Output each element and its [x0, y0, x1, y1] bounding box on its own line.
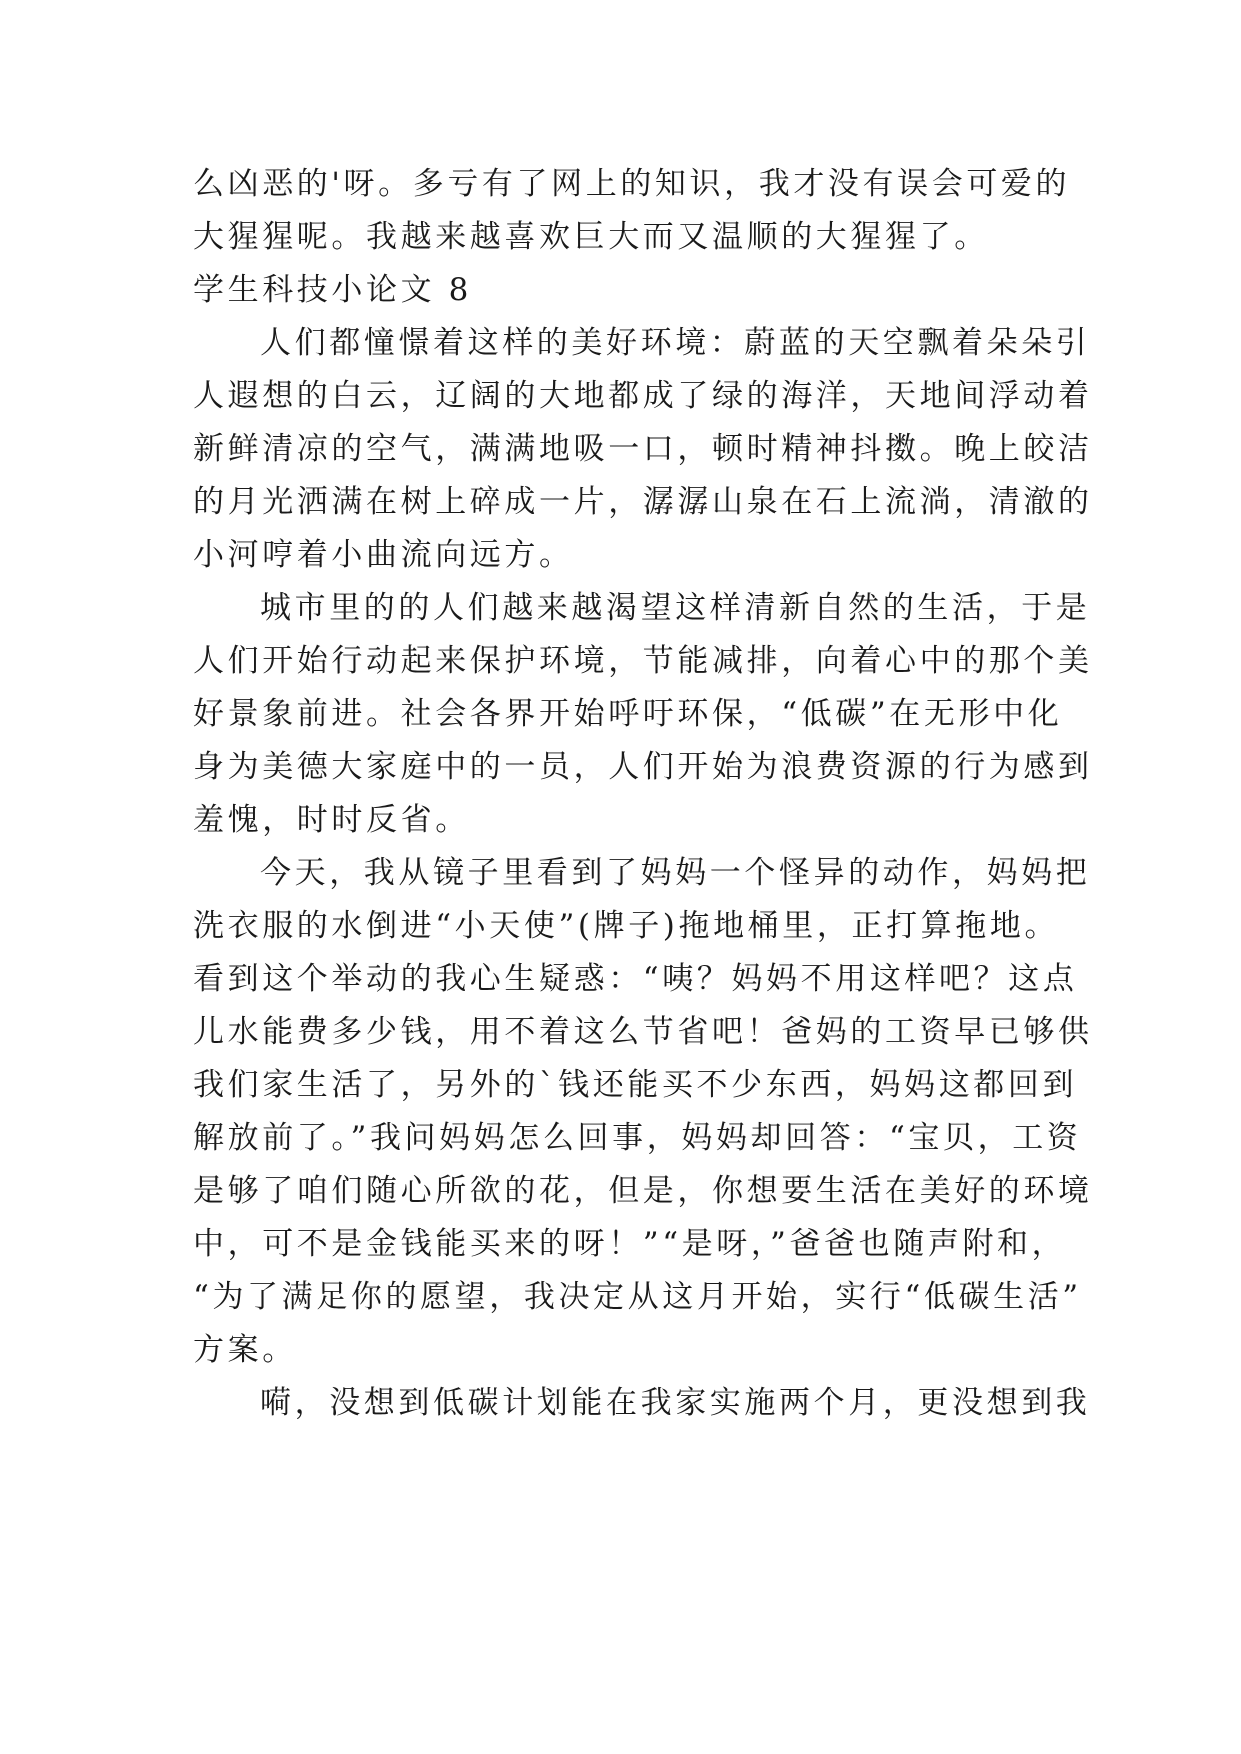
paragraph-start-line: 城市里的的人们越来越渴望这样清新自然的生活，于是 — [260, 590, 1091, 626]
text-line: 好景象前进。社会各界开始呼吁环保，“低碳”在无形中化 — [193, 696, 1063, 732]
text-line: 的月光洒满在树上碎成一片，潺潺山泉在石上流淌，清澈的 — [193, 484, 1093, 520]
text-line: 身为美德大家庭中的一员，人们开始为浪费资源的行为感到 — [193, 749, 1093, 785]
paragraph-start-line: 今天，我从镜子里看到了妈妈一个怪异的动作，妈妈把 — [260, 855, 1091, 891]
text-line: 方案。 — [193, 1332, 297, 1368]
text-line: 看到这个举动的我心生疑惑：“咦？妈妈不用这样吧？这点 — [193, 961, 1078, 997]
text-line: 人们开始行动起来保护环境，节能减排，向着心中的那个美 — [193, 643, 1093, 679]
text-line: 么凶恶的'呀。多亏有了网上的知识，我才没有误会可爱的 — [193, 166, 1071, 202]
paragraph-start-line: 人们都憧憬着这样的美好环境：蔚蓝的天空飘着朵朵引 — [260, 325, 1091, 361]
text-line: 小河哼着小曲流向远方。 — [193, 537, 574, 573]
text-line: 我们家生活了，另外的`钱还能买不少东西，妈妈这都回到 — [193, 1067, 1078, 1103]
text-line: 新鲜清凉的空气，满满地吸一口，顿时精神抖擞。晚上皎洁 — [193, 431, 1093, 467]
paragraph-start-line: 嗬，没想到低碳计划能在我家实施两个月，更没想到我 — [260, 1385, 1091, 1421]
text-line: 中，可不是金钱能买来的呀！”“是呀，”爸爸也随声附和， — [193, 1226, 1067, 1262]
text-line: 大猩猩呢。我越来越喜欢巨大而又温顺的大猩猩了。 — [193, 219, 989, 255]
text-line: 羞愧，时时反省。 — [193, 802, 470, 838]
text-line: 人遐想的白云，辽阔的大地都成了绿的海洋，天地间浮动着 — [193, 378, 1093, 414]
document-body — [193, 158, 1093, 1430]
text-line: 儿水能费多少钱，用不着这么节省吧！爸妈的工资早已够供 — [193, 1014, 1093, 1050]
text-line: “为了满足你的愿望，我决定从这月开始，实行“低碳生活” — [193, 1279, 1082, 1315]
text-line: 是够了咱们随心所欲的花，但是，你想要生活在美好的环境 — [193, 1173, 1093, 1209]
text-line: 洗衣服的水倒进“小天使”(牌子)拖地桶里，正打算拖地。 — [193, 908, 1060, 944]
text-line: 解放前了。”我问妈妈怎么回事，妈妈却回答：“宝贝，工资 — [193, 1120, 1082, 1156]
section-heading: 学生科技小论文 8 — [193, 272, 472, 308]
